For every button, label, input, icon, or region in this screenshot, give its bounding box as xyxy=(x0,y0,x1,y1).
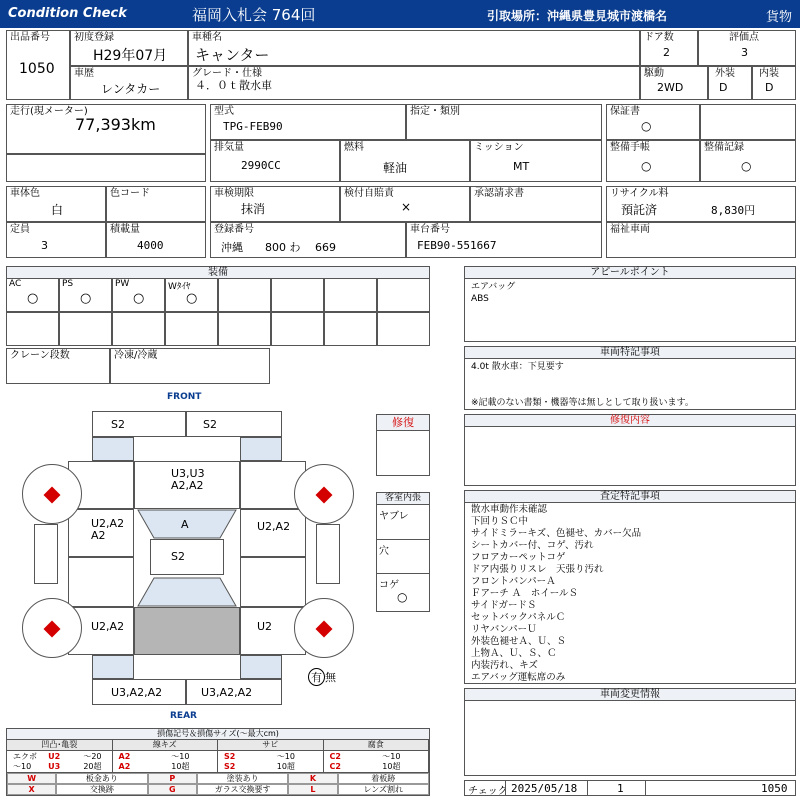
cabin-hole-label: 穴 xyxy=(379,546,389,557)
legend-code: 〜10 xyxy=(13,762,32,771)
cargo-bed xyxy=(134,607,240,655)
legend-code: 10超 xyxy=(171,762,190,771)
door-rear-left: U2,A2 xyxy=(68,607,134,655)
rear-bumper-right: U3,A2,A2 xyxy=(186,679,282,705)
type-value: TPG-FEB90 xyxy=(223,120,283,133)
first-reg-box: 初度登録 H29年07月 xyxy=(70,30,188,66)
fuel-box: 燃料 軽油 xyxy=(340,140,470,182)
legend-group-name: サビ xyxy=(218,740,323,751)
equipment-cell xyxy=(271,312,324,346)
inspection-box: 車検期限 抹消 xyxy=(210,186,340,222)
legend-mark-text: 板金あり xyxy=(56,773,147,784)
exterior-value: D xyxy=(719,81,728,94)
rear-window xyxy=(134,577,240,607)
history-value: レンタカー xyxy=(101,82,161,96)
first-reg-value: H29年07月 xyxy=(93,48,168,64)
check-bar xyxy=(464,780,796,796)
load-box: 積載量 4000 xyxy=(106,222,206,258)
assessment-line: フロントバンパーＡ xyxy=(471,576,556,587)
repair-box xyxy=(376,414,430,476)
legend-code: U2 xyxy=(48,752,61,761)
fridge-box: 冷凍/冷蔵 xyxy=(110,348,270,384)
equipment-cell xyxy=(59,312,112,346)
hood-panel xyxy=(134,461,240,509)
repair-title: 修復 xyxy=(377,415,429,431)
legend-mark-code: W xyxy=(7,773,56,784)
cabin-tear-label: ヤブレ xyxy=(379,511,409,522)
capacity-box: 定員 3 xyxy=(6,222,106,258)
special-title: 車両特記事項 xyxy=(465,347,795,359)
auction-title: 福岡入札会 764回 xyxy=(192,6,316,24)
assessment-line: フロアカーペットコゲ xyxy=(471,552,566,563)
equipment-cell xyxy=(271,278,324,312)
legend-code: U3 xyxy=(48,762,61,771)
mileage-note-box xyxy=(6,154,206,182)
special-list xyxy=(471,361,694,409)
capacity-value: 3 xyxy=(41,239,48,252)
assessment-list xyxy=(471,504,641,684)
equipment-cell xyxy=(6,278,59,312)
type-box: 型式 TPG-FEB90 xyxy=(210,104,406,140)
insurance-box: 検付自賠責 × xyxy=(340,186,470,222)
equipment-item-label: PW xyxy=(115,279,130,289)
equipment-item-value: ○ xyxy=(80,291,92,306)
legend-groups xyxy=(7,740,429,773)
equipment-cell xyxy=(377,312,430,346)
front-bumper-left: S2 xyxy=(92,411,186,437)
repair-detail-title: 修復内容 xyxy=(465,415,795,427)
equipment-item-value: ○ xyxy=(133,291,145,306)
approval-box: 承認請求書 xyxy=(470,186,602,222)
drive-value: 2WD xyxy=(657,81,684,94)
cabin-box xyxy=(376,492,430,612)
assessment-line: リヤバンパーＵ xyxy=(471,624,537,635)
legend-mark-text: 塗装あり xyxy=(197,773,288,784)
legend-group xyxy=(218,740,324,773)
body-color-value: 白 xyxy=(51,203,64,217)
legend-mark-code: X xyxy=(7,784,56,795)
lot-box: 出品番号 1050 xyxy=(6,30,70,100)
mission-box: ミッション MT xyxy=(470,140,602,182)
special-panel xyxy=(464,346,796,410)
rear-bumper-left: U3,A2,A2 xyxy=(92,679,186,705)
rear-window-shape xyxy=(134,577,240,607)
rear-light-left xyxy=(92,655,134,679)
equipment-item-value: ○ xyxy=(186,291,198,306)
chassis-value: FEB90-551667 xyxy=(417,239,497,252)
warranty-blank-box xyxy=(700,104,796,140)
mileage-box: 走行(現メーター) 77,393km xyxy=(6,104,206,154)
repair-detail-panel xyxy=(464,414,796,486)
insurance-value: × xyxy=(401,200,412,214)
mirror-right xyxy=(316,524,340,584)
model-box: 車種名 キャンター xyxy=(188,30,640,66)
legend-mark-text: 交換跡 xyxy=(56,784,147,795)
assessment-line: シートカバー付、コゲ、汚れ xyxy=(471,540,594,551)
check-count: 1 xyxy=(617,782,624,795)
front-light-right xyxy=(240,437,282,461)
legend-group xyxy=(7,740,113,773)
assessment-line: ドア内張りリスレ 天張り汚れ xyxy=(471,564,604,575)
special-line: ※記載のない書類・機器等は無しとして取り扱います。 xyxy=(471,398,694,408)
legend-group xyxy=(324,740,430,773)
inspection-value: 抹消 xyxy=(241,202,266,216)
legend-group-name: 腐食 xyxy=(324,740,429,751)
body-color-box: 車体色 白 xyxy=(6,186,106,222)
equipment-cell xyxy=(218,278,271,312)
wheel-rear-right xyxy=(294,598,354,658)
assessment-line: サイドミラーキズ、色褪せ、カバー欠品 xyxy=(471,528,642,539)
legend-code: 〜10 xyxy=(382,752,401,761)
warranty-value: ○ xyxy=(641,119,652,133)
rear-light-right xyxy=(240,655,282,679)
record-box: 整備記録 ○ xyxy=(700,140,796,182)
check-label: チェック xyxy=(468,786,508,797)
cabin-burn-value: ○ xyxy=(397,590,408,604)
check-date: 2025/05/18 xyxy=(511,782,578,795)
hood-code-1: U3,U3 xyxy=(171,467,205,480)
side-right-mid xyxy=(240,557,306,607)
assessment-line: エアバッグ運転席のみ xyxy=(471,672,566,683)
appeal-line: エアバッグ xyxy=(471,282,516,292)
legend-mark-text: レンズ割れ xyxy=(338,784,429,795)
spare-tire-badge: 有 無 xyxy=(308,668,336,686)
wheel-front-left xyxy=(22,464,82,524)
equipment-title: 装備 xyxy=(7,267,429,279)
legend-mark-code: P xyxy=(148,773,197,784)
legend-code: エクボ xyxy=(13,752,37,761)
manual-box: 整備手帳 ○ xyxy=(606,140,700,182)
mirror-left xyxy=(34,524,58,584)
legend-code: S2 xyxy=(224,762,236,771)
mission-value: MT xyxy=(513,160,530,173)
assessment-line: 内装汚れ、キズ xyxy=(471,660,538,671)
door-rear-right: U2 xyxy=(240,607,306,655)
assessment-title: 査定特記事項 xyxy=(465,491,795,503)
legend-mark-text: ガラス交換要す xyxy=(197,784,288,795)
legend-mark-text: 着板跡 xyxy=(338,773,429,784)
history-box: 車歴 レンタカー xyxy=(70,66,188,100)
legend-marks xyxy=(7,773,429,795)
wheel-front-right xyxy=(294,464,354,524)
assessment-line: 散水車動作未確認 xyxy=(471,504,548,515)
roof-panel: S2 xyxy=(150,539,224,575)
equipment-cell xyxy=(165,312,218,346)
pickup-location: 引取場所：沖縄県豊見城市渡橋名 xyxy=(487,9,668,23)
equipment-item-label: PS xyxy=(62,279,74,289)
legend-code: 20超 xyxy=(83,762,102,771)
header-bar xyxy=(0,0,800,28)
assessment-line: 外装色褪せＡ、Ｕ、Ｓ xyxy=(471,636,567,647)
special-line xyxy=(471,373,694,385)
assessment-line: セットバックパネルＣ xyxy=(471,612,566,623)
designation-box: 指定・類別 xyxy=(406,104,602,140)
legend-mark-code: L xyxy=(288,784,337,795)
special-line xyxy=(471,385,694,397)
legend-code: S2 xyxy=(224,752,236,761)
assessment-line: 上物Ａ、Ｕ、Ｓ、Ｃ xyxy=(471,648,557,659)
lot-number: 1050 xyxy=(19,61,55,77)
score-value: 3 xyxy=(741,46,748,59)
manual-value: ○ xyxy=(641,159,652,173)
assessment-line: サイドガードＳ xyxy=(471,600,537,611)
doors-value: 2 xyxy=(663,46,670,59)
appeal-line: ABS xyxy=(471,294,489,304)
recycle-fee: 8,830円 xyxy=(711,204,756,217)
equipment-cell xyxy=(112,278,165,312)
windshield: A xyxy=(134,509,240,539)
appeal-list xyxy=(471,281,515,305)
legend-code: C2 xyxy=(329,762,341,771)
drive-box: 駆動 2WD xyxy=(640,66,708,100)
equipment-cell xyxy=(6,312,59,346)
recycle-box: リサイクル料 預託済 8,830円 xyxy=(606,186,796,222)
front-bumper-right: S2 xyxy=(186,411,282,437)
legend-code: 〜10 xyxy=(171,752,190,761)
equipment-cell xyxy=(324,278,377,312)
assessment-panel xyxy=(464,490,796,684)
warranty-box: 保証書 ○ xyxy=(606,104,700,140)
brand-title: Condition Check xyxy=(8,6,127,21)
displacement-value: 2990CC xyxy=(241,159,281,172)
legend-title: 損傷記号＆損傷サイズ(〜最大cm) xyxy=(7,729,429,740)
mileage-value: 77,393km xyxy=(75,115,156,134)
side-left-mid xyxy=(68,557,134,607)
welfare-box: 福祉車両 xyxy=(606,222,796,258)
front-light-left xyxy=(92,437,134,461)
legend-mark-code: G xyxy=(148,784,197,795)
interior-box: 内装 D xyxy=(752,66,796,100)
change-panel xyxy=(464,688,796,776)
legend-code: C2 xyxy=(329,752,341,761)
regno-value: 沖縄 800 わ 669 xyxy=(221,241,336,254)
equipment-item-value: ○ xyxy=(27,291,39,306)
legend-code: A2 xyxy=(118,752,131,761)
special-line: 4.0t 散水車：下見要す xyxy=(471,362,564,372)
doors-box: ドア数 2 xyxy=(640,30,698,66)
vehicle-category: 貨物 xyxy=(766,10,793,25)
assessment-line: Ｆアーチ Ａ ホイールＳ xyxy=(471,588,579,599)
appeal-title: アピールポイント xyxy=(465,267,795,279)
legend-code: A2 xyxy=(118,762,131,771)
equipment-cell xyxy=(112,312,165,346)
equipment-item-label: Wﾀｲﾔ xyxy=(168,282,191,292)
legend-code: 〜10 xyxy=(276,752,295,761)
legend-code: 〜20 xyxy=(83,752,102,761)
grade-box: グレード・仕様 ４．０ｔ散水車 xyxy=(188,66,640,100)
equipment-cell xyxy=(324,312,377,346)
model-value: キャンター xyxy=(195,46,270,64)
equipment-cell xyxy=(165,278,218,312)
interior-value: D xyxy=(765,81,774,94)
equipment-cell xyxy=(59,278,112,312)
displacement-box: 排気量 2990CC xyxy=(210,140,340,182)
legend-group-name: 凹凸･亀裂 xyxy=(7,740,112,751)
exterior-box: 外装 D xyxy=(708,66,752,100)
change-title: 車両変更情報 xyxy=(465,689,795,701)
door-front-right: U2,A2 xyxy=(240,509,306,557)
grade-value: ４．０ｔ散水車 xyxy=(195,79,272,92)
score-box: 評価点 3 xyxy=(698,30,796,66)
rear-label: REAR xyxy=(170,711,197,721)
cabin-burn-label: コゲ xyxy=(379,580,399,591)
legend-mark-code: K xyxy=(288,773,337,784)
wheel-rear-left xyxy=(22,598,82,658)
equipment-item-label: AC xyxy=(9,279,22,289)
legend-code: 10超 xyxy=(276,762,295,771)
recycle-status: 預託済 xyxy=(621,203,658,217)
damage-legend xyxy=(6,728,430,796)
load-value: 4000 xyxy=(137,239,164,252)
appeal-panel xyxy=(464,266,796,342)
cabin-title: 客室内張 xyxy=(377,493,429,505)
hood-code-2: A2,A2 xyxy=(171,479,204,492)
equipment-cell xyxy=(218,312,271,346)
record-value: ○ xyxy=(741,159,752,173)
check-lot: 1050 xyxy=(761,782,788,795)
legend-group-name: 線キズ xyxy=(113,740,218,751)
chassis-box: 車台番号 FEB90-551667 xyxy=(406,222,602,258)
color-code-box: 色コード xyxy=(106,186,206,222)
legend-code: 10超 xyxy=(382,762,401,771)
crane-box: クレーン段数 xyxy=(6,348,110,384)
equipment-cell xyxy=(377,278,430,312)
fuel-value: 軽油 xyxy=(383,161,408,175)
equipment-grid xyxy=(6,278,430,346)
door-front-left: U2,A2 A2 xyxy=(68,509,134,557)
assessment-line: 下回りＳＣ中 xyxy=(471,516,529,527)
front-label: FRONT xyxy=(167,392,202,402)
regno-box: 登録番号 沖縄 800 わ 669 xyxy=(210,222,406,258)
legend-group xyxy=(113,740,219,773)
